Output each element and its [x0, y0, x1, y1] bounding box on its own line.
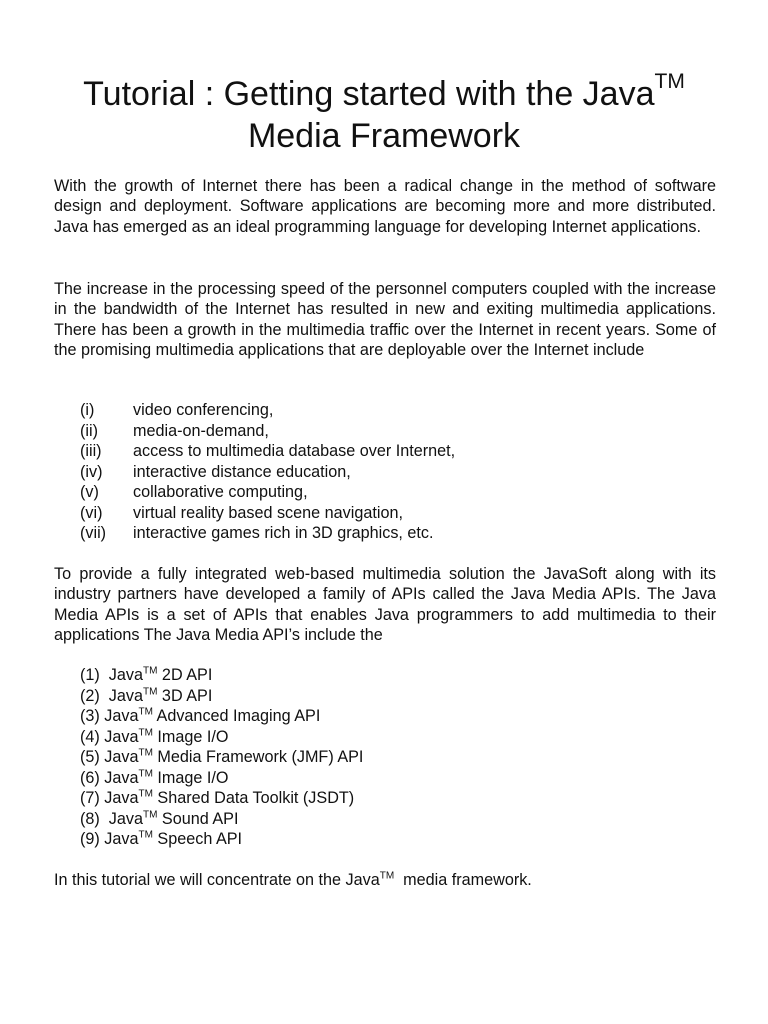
api-item-trademark: TM — [142, 686, 158, 698]
api-item-name: Advanced Imaging API — [152, 707, 321, 725]
list-item — [80, 768, 680, 789]
multimedia-paragraph: The increase in the processing speed of the personnel computers coupled with the increase in the bandwidth of the Internet has resulted in new and exiting multimedia applications. There has been a growth in the multimedia traffic over the Internet in recent years. Some of the promising multimedia applications that are deployable over the Internet include — [54, 280, 716, 360]
list-item-text: media-on-demand, — [133, 421, 269, 440]
api-item-trademark: TM — [138, 747, 153, 759]
api-item-name: Sound API — [157, 809, 239, 828]
api-item-trademark: TM — [142, 809, 158, 821]
api-item-name: Image I/O — [152, 768, 229, 787]
list-item-number: (iii) — [80, 442, 102, 460]
list-item — [80, 706, 680, 727]
api-item-prefix: (7) Java — [80, 789, 139, 807]
list-item-text: interactive distance education, — [133, 462, 351, 481]
closing-paragraph — [54, 870, 716, 890]
api-item-trademark: TM — [138, 788, 153, 800]
list-item-number: (v) — [80, 483, 99, 501]
closing-text-rest: media framework. — [394, 871, 532, 889]
list-item-text: virtual reality based scene navigation, — [133, 503, 403, 522]
title-line-1-text: Tutorial : Getting started with the Java — [83, 74, 655, 113]
list-item-number: (vi) — [80, 503, 103, 522]
list-item — [80, 400, 680, 421]
api-item-trademark: TM — [138, 727, 153, 739]
list-item — [80, 809, 680, 830]
list-item-text: collaborative computing, — [133, 483, 308, 501]
closing-trademark: TM — [379, 870, 395, 882]
list-item — [80, 665, 680, 686]
applications-list — [80, 400, 680, 544]
api-item-prefix: (4) Java — [80, 727, 139, 746]
java-media-paragraph: To provide a fully integrated web-based multimedia solution the JavaSoft along with its industry partners have developed a family of APIs called the Java Media APIs. The Java Media APIs is a set of APIs that enables Java programmers to add multimedia to their applications The Java Media API’s include the — [54, 565, 716, 645]
api-item-name: Shared Data Toolkit (JSDT) — [152, 789, 355, 807]
api-item-name: Image I/O — [152, 727, 229, 746]
list-item — [80, 523, 680, 544]
list-item-number: (i) — [80, 401, 95, 419]
title-line-1 — [83, 70, 685, 113]
list-item-number: (ii) — [80, 421, 98, 440]
list-item — [80, 482, 680, 503]
list-item — [80, 503, 680, 524]
api-item-prefix: (1) Java — [80, 666, 143, 684]
api-item-trademark: TM — [142, 665, 158, 677]
api-item-prefix: (9) Java — [80, 830, 139, 848]
list-item — [80, 829, 680, 850]
api-item-name: 2D API — [157, 666, 213, 684]
title-trademark: TM — [654, 70, 685, 94]
closing-text: In this tutorial we will concentrate on the Java — [54, 871, 380, 889]
list-item — [80, 686, 680, 707]
list-item — [80, 421, 680, 442]
list-item — [80, 747, 680, 768]
api-item-prefix: (3) Java — [80, 707, 139, 725]
api-item-prefix: (8) Java — [80, 809, 143, 828]
list-item-number: (vii) — [80, 524, 107, 542]
api-item-trademark: TM — [138, 768, 153, 780]
list-item — [80, 462, 680, 483]
list-item-number: (iv) — [80, 462, 103, 481]
api-item-trademark: TM — [138, 706, 153, 718]
api-item-prefix: (2) Java — [80, 686, 143, 705]
page-title — [0, 70, 768, 157]
list-item — [80, 788, 680, 809]
list-item-text: interactive games rich in 3D graphics, etc. — [133, 524, 434, 542]
intro-paragraph: With the growth of Internet there has been a radical change in the method of software design and deployment. Software applications are becoming more and more distributed. Java has emerged as an ideal programming language for developing Internet applications. — [54, 177, 716, 236]
title-line-2: Media Framework — [247, 116, 521, 155]
api-item-name: Speech API — [152, 830, 243, 848]
list-item-text: access to multimedia database over Internet, — [133, 442, 456, 460]
api-item-prefix: (6) Java — [80, 768, 139, 787]
list-item-text: video conferencing, — [133, 401, 274, 419]
api-item-prefix: (5) Java — [80, 748, 139, 766]
list-item — [80, 727, 680, 748]
api-item-name: Media Framework (JMF) API — [152, 748, 364, 766]
list-item — [80, 441, 680, 462]
java-media-api-list — [80, 665, 680, 850]
api-item-trademark: TM — [138, 829, 153, 841]
api-item-name: 3D API — [157, 686, 213, 705]
